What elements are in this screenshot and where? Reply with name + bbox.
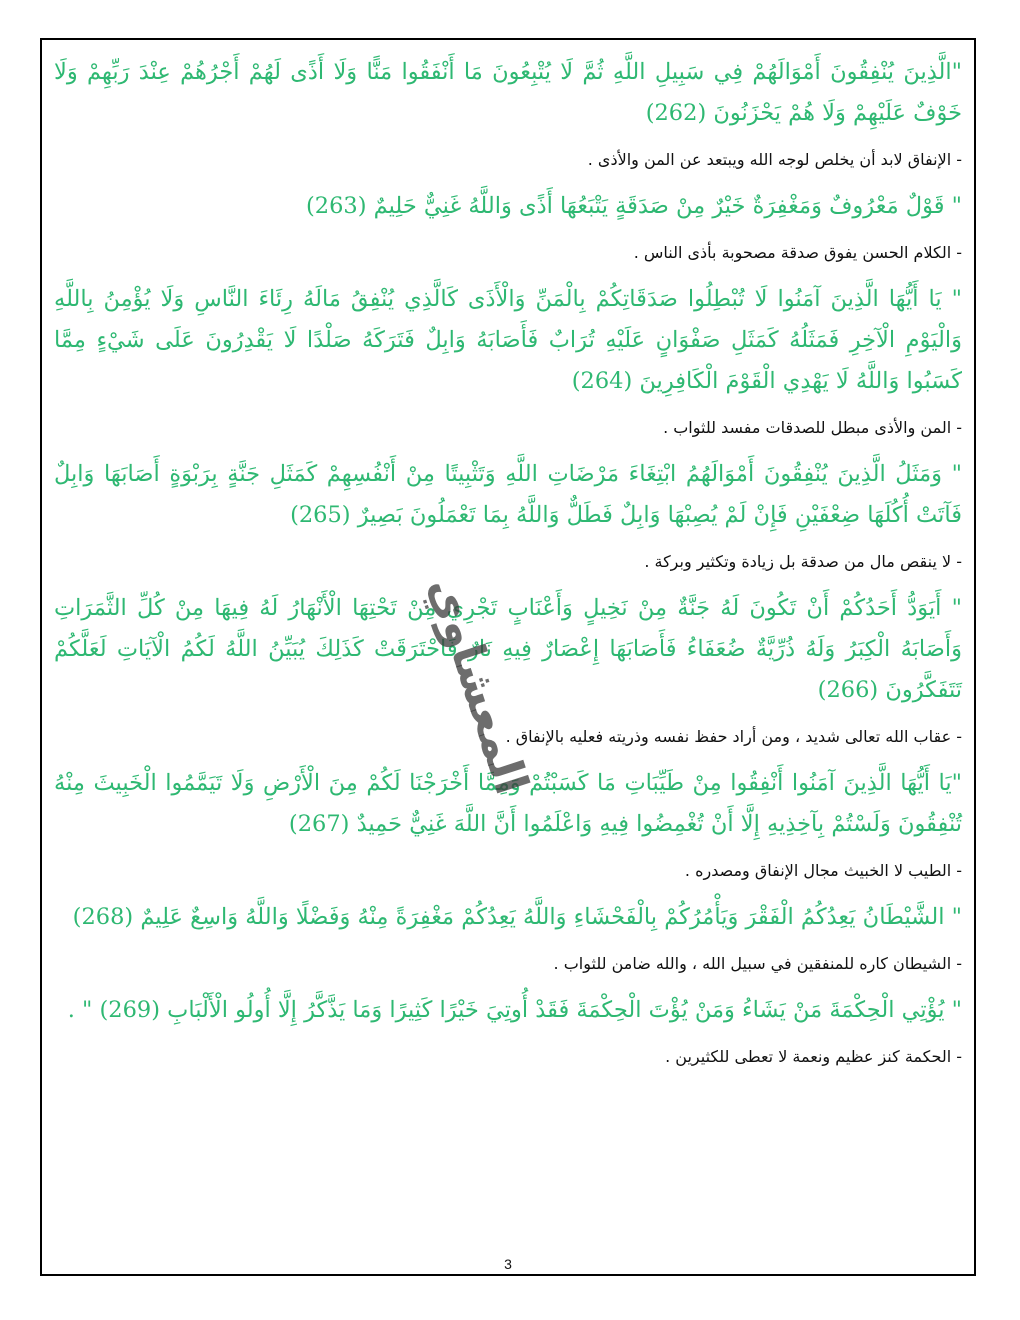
- note-267: - الطيب لا الخبيث مجال الإنفاق ومصدره .: [684, 861, 962, 880]
- verse-263: " قَوْلٌ مَعْرُوفٌ وَمَغْفِرَةٌ خَيْرٌ مِنْ صَدَقَةٍ يَتْبَعُهَا أَذًى وَاللَّهُ غَنِيٌّ حَلِيمٌ (263): [305, 193, 962, 219]
- watermark: المعشاوي: [418, 570, 540, 801]
- note-262: - الإنفاق لابد أن يخلص لوجه الله ويبتعد عن المن والأذى .: [587, 150, 962, 169]
- verse-269: " يُؤْتِي الْحِكْمَةَ مَنْ يَشَاءُ وَمَنْ يُؤْتَ الْحِكْمَةَ فَقَدْ أُوتِيَ خَيْرًا كَثِيرًا وَمَا يَذَّكَّرُ إِلَّا أُولُو الْأَلْبَابِ (269) " .: [67, 997, 962, 1023]
- page-frame: [40, 38, 976, 1276]
- note-269: - الحكمة كنز عظيم ونعمة لا تعطى للكثيرين .: [665, 1047, 962, 1066]
- verse-265: " وَمَثَلُ الَّذِينَ يُنْفِقُونَ أَمْوَالَهُمُ ابْتِغَاءَ مَرْضَاتِ اللَّهِ وَتَثْبِيتًا مِنْ أَنْفُسِهِمْ كَمَثَلِ جَنَّةٍ بِرَبْوَةٍ أَصَابَهَا وَابِلٌ فَآتَتْ أُكُلَهَا ضِعْفَيْنِ فَإِنْ لَمْ يُصِبْهَا وَابِلٌ فَطَلٌّ وَاللَّهُ بِمَا تَعْمَلُونَ بَصِيرٌ (265): [54, 461, 962, 528]
- note-265: - لا ينقص مال من صدقة بل زيادة وتكثير وبركة .: [644, 552, 962, 571]
- note-264: - المن والأذى مبطل للصدقات مفسد للثواب .: [663, 418, 962, 437]
- verse-264: " يَا أَيُّهَا الَّذِينَ آمَنُوا لَا تُبْطِلُوا صَدَقَاتِكُمْ بِالْمَنِّ وَالْأَذَى كَالَّذِي يُنْفِقُ مَالَهُ رِئَاءَ النَّاسِ وَلَا يُؤْمِنُ بِاللَّهِ وَالْيَوْمِ الْآخِرِ فَمَثَلُهُ كَمَثَلِ صَفْوَانٍ عَلَيْهِ تُرَابٌ فَأَصَابَهُ وَابِلٌ فَتَرَكَهُ صَلْدًا لَا يَقْدِرُونَ عَلَى شَيْءٍ مِمَّا كَسَبُوا وَاللَّهُ لَا يَهْدِي الْقَوْمَ الْكَافِرِينَ (264): [54, 286, 962, 394]
- note-263: - الكلام الحسن يفوق صدقة مصحوبة بأذى الناس .: [633, 243, 962, 262]
- page-content: [54, 52, 962, 1069]
- verse-268: " الشَّيْطَانُ يَعِدُكُمُ الْفَقْرَ وَيَأْمُرُكُمْ بِالْفَحْشَاءِ وَاللَّهُ يَعِدُكُمْ مَغْفِرَةً مِنْهُ وَفَضْلًا وَاللَّهُ وَاسِعٌ عَلِيمٌ (268): [72, 904, 962, 930]
- verse-267: "يَا أَيُّهَا الَّذِينَ آمَنُوا أَنْفِقُوا مِنْ طَيِّبَاتِ مَا كَسَبْتُمْ وَمِمَّا أَخْرَجْنَا لَكُمْ مِنَ الْأَرْضِ وَلَا تَيَمَّمُوا الْخَبِيثَ مِنْهُ تُنْفِقُونَ وَلَسْتُمْ بِآخِذِيهِ إِلَّا أَنْ تُغْمِضُوا فِيهِ وَاعْلَمُوا أَنَّ اللَّهَ غَنِيٌّ حَمِيدٌ (267): [54, 770, 962, 837]
- page-number: 3: [504, 1256, 512, 1272]
- note-268: - الشيطان كاره للمنفقين في سبيل الله ، والله ضامن للثواب .: [553, 954, 962, 973]
- verse-262: "الَّذِينَ يُنْفِقُونَ أَمْوَالَهُمْ فِي سَبِيلِ اللَّهِ ثُمَّ لَا يُتْبِعُونَ مَا أَنْفَقُوا مَنًّا وَلَا أَذًى لَهُمْ أَجْرُهُمْ عِنْدَ رَبِّهِمْ وَلَا خَوْفٌ عَلَيْهِمْ وَلَا هُمْ يَحْزَنُونَ (262): [54, 59, 962, 126]
- verse-266: " أَيَوَدُّ أَحَدُكُمْ أَنْ تَكُونَ لَهُ جَنَّةٌ مِنْ نَخِيلٍ وَأَعْنَابٍ تَجْرِي مِنْ تَحْتِهَا الْأَنْهَارُ لَهُ فِيهَا مِنْ كُلِّ الثَّمَرَاتِ وَأَصَابَهُ الْكِبَرُ وَلَهُ ذُرِّيَّةٌ ضُعَفَاءُ فَأَصَابَهَا إِعْصَارٌ فِيهِ نَارٌ فَاحْتَرَقَتْ كَذَلِكَ يُبَيِّنُ اللَّهُ لَكُمُ الْآيَاتِ لَعَلَّكُمْ تَتَفَكَّرُونَ (266): [54, 595, 962, 703]
- note-266: - عقاب الله تعالى شديد ، ومن أراد حفظ نفسه وذريته فعليه بالإنفاق .: [505, 727, 962, 746]
